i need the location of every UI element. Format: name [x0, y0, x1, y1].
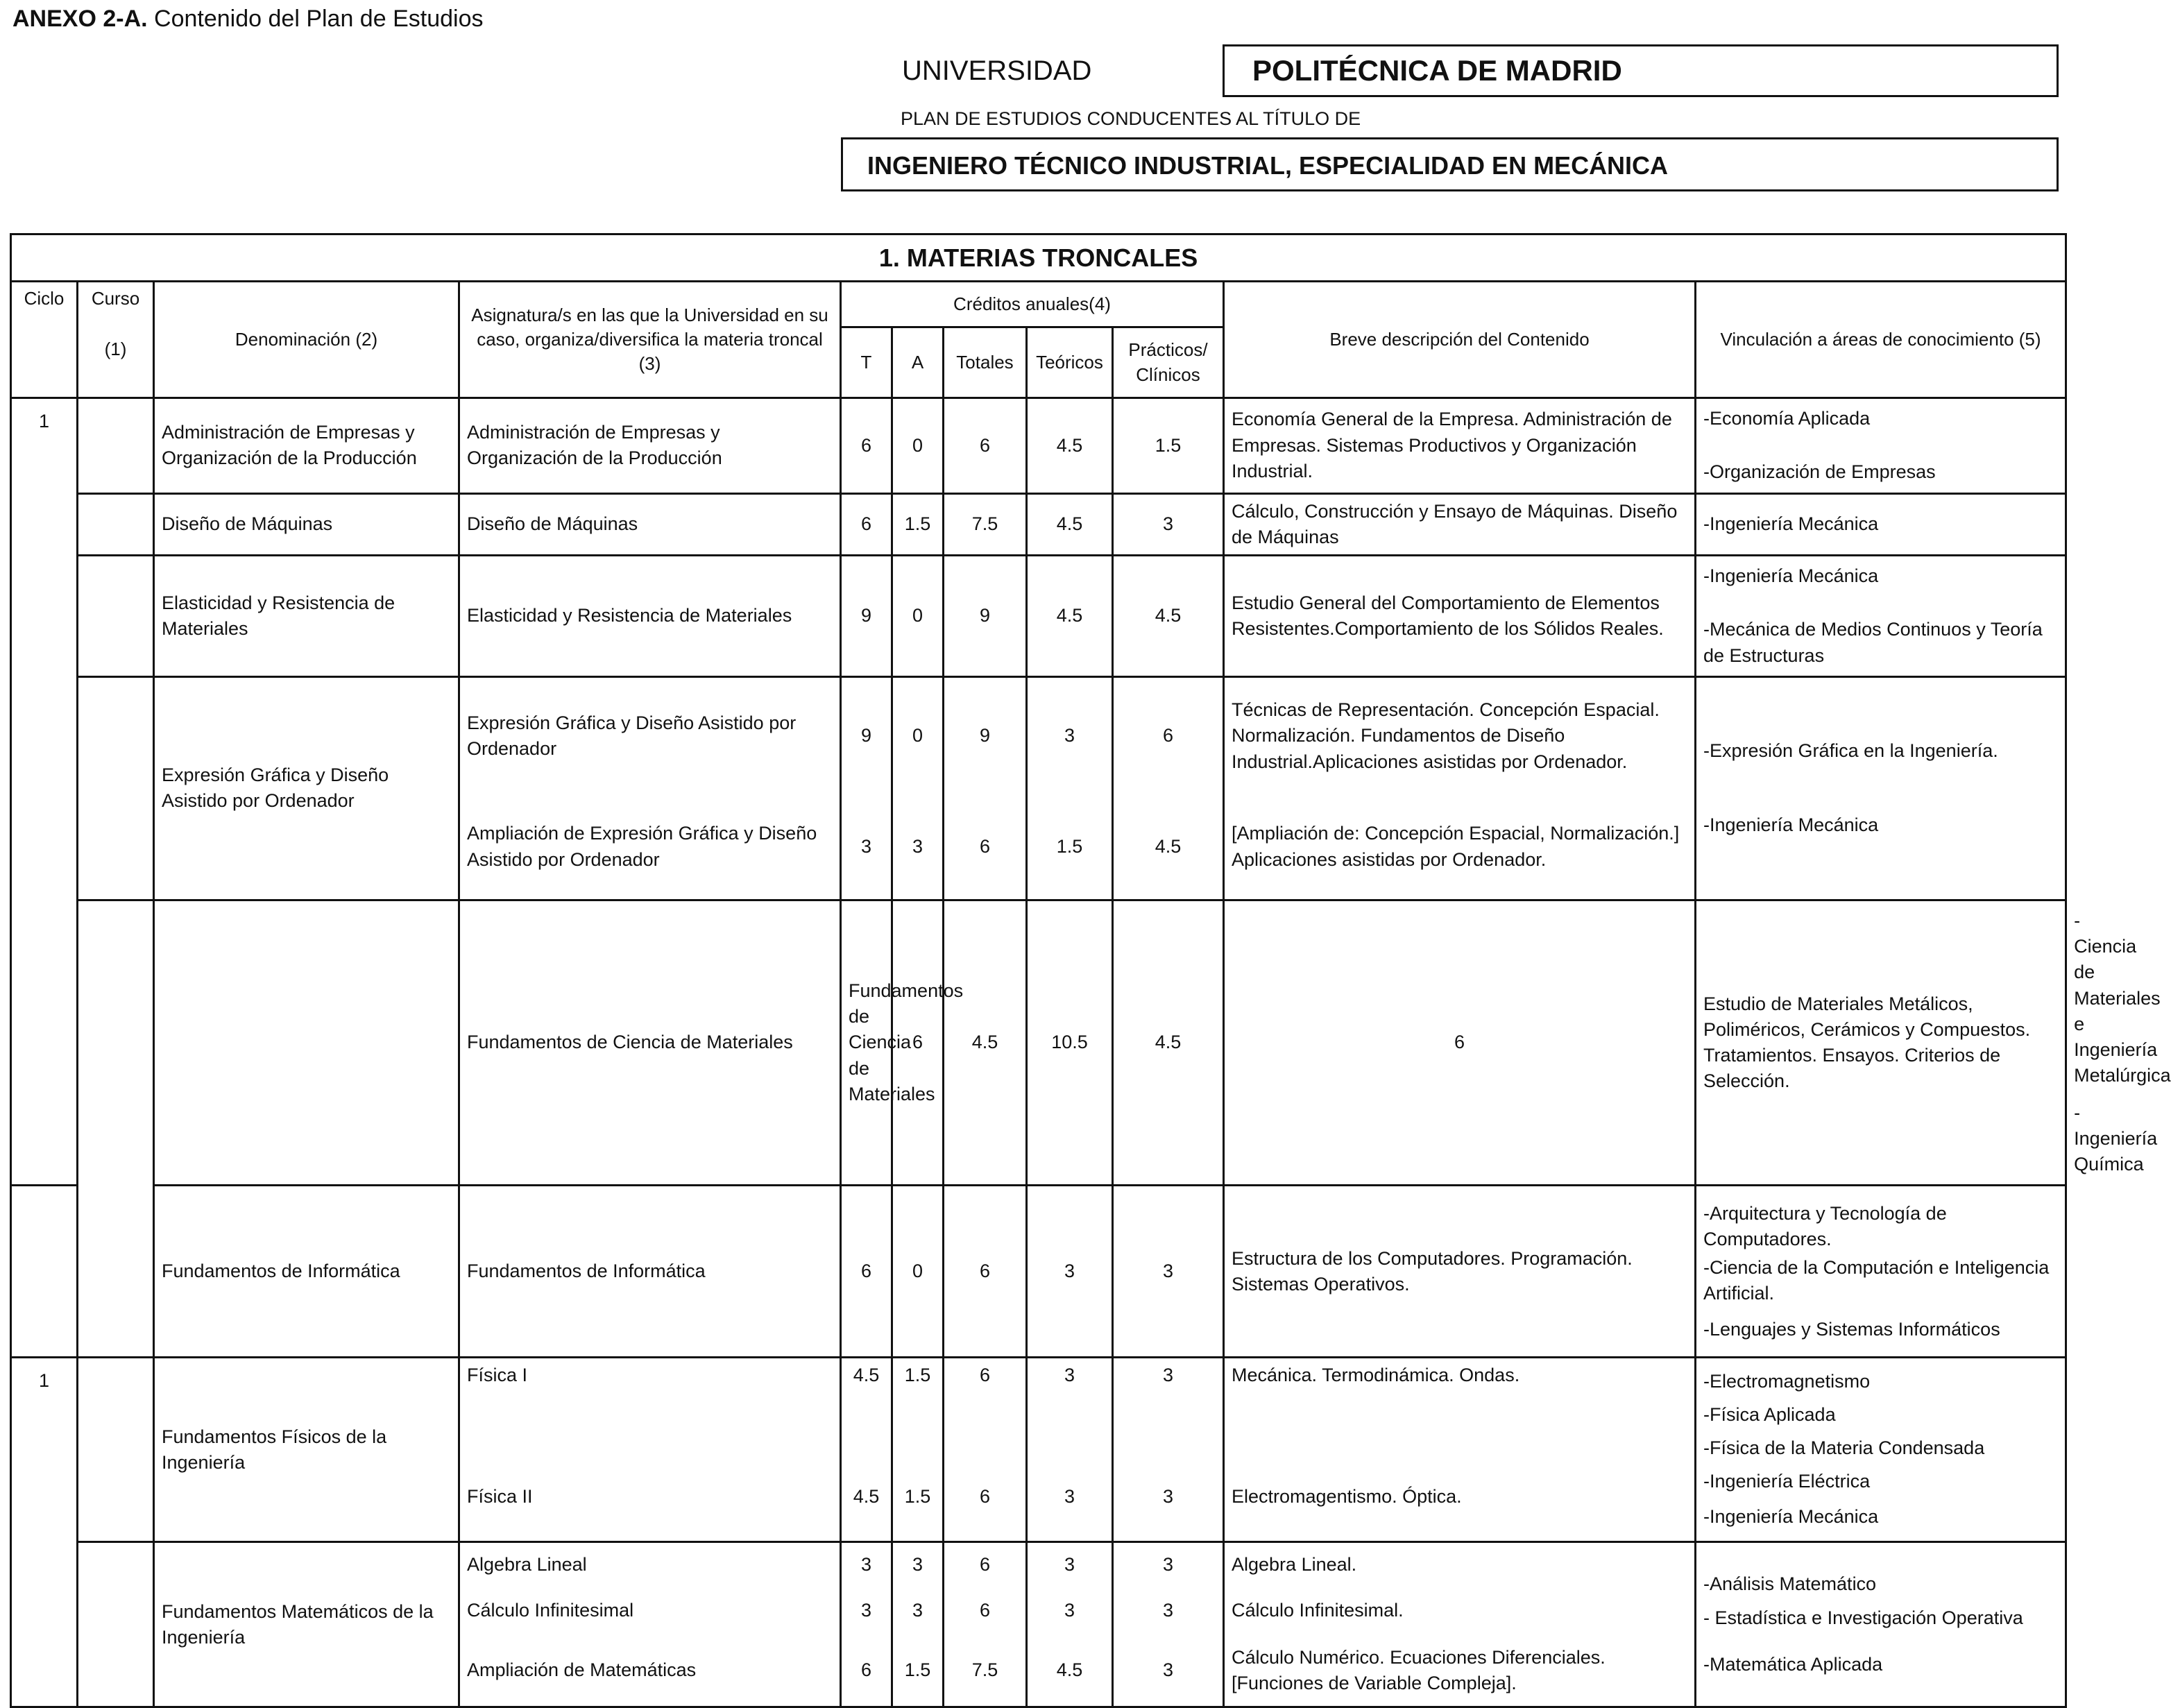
- table-row: [11, 1542, 2066, 1587]
- asignatura-cell: Expresión Gráfica y Diseño Asistido por Ordenador: [459, 676, 841, 794]
- descripcion-cell: Estudio de Materiales Metálicos, Poliméricos, Cerámicos y Compuestos. Tratamientos. Ensayos. Criterios de Selección.: [1696, 900, 2066, 1186]
- a-cell: 1.5: [892, 1635, 944, 1707]
- header-teoricos: Teóricos: [1027, 327, 1113, 398]
- materias-troncales-table: [10, 233, 2171, 1708]
- a-cell: 0: [892, 1186, 944, 1358]
- practicos-cell: 3: [1113, 1186, 1224, 1358]
- t-cell: 6: [841, 493, 892, 556]
- table-row: [11, 1186, 2066, 1358]
- area-item: -Física de la Materia Condensada: [1703, 1437, 1985, 1458]
- asignatura-cell: Administración de Empresas y Organización de la Producción: [459, 398, 841, 494]
- area-item: -Organización de Empresas: [1703, 461, 1936, 483]
- areas-cell: [1696, 493, 2066, 556]
- descripcion-cell: Estructura de los Computadores. Programación. Sistemas Operativos.: [1224, 1186, 1696, 1358]
- teoricos-cell: 1.5: [1027, 794, 1113, 900]
- teoricos-cell: 4.5: [1027, 493, 1113, 556]
- anexo-description: Contenido del Plan de Estudios: [147, 6, 484, 32]
- table-row: [11, 676, 2066, 794]
- teoricos-cell: 3: [1027, 1542, 1113, 1587]
- header-totales: Totales: [944, 327, 1027, 398]
- ciclo-cell-continued: [78, 900, 154, 1358]
- curso-cell: [78, 556, 154, 677]
- totales-cell: 6: [944, 1453, 1027, 1542]
- curso-cell: [78, 493, 154, 556]
- table-title: 1. MATERIAS TRONCALES: [11, 234, 2066, 282]
- a-cell: 3: [892, 1587, 944, 1635]
- curso-cell: [78, 1358, 154, 1542]
- teoricos-cell: 4.5: [1027, 556, 1113, 677]
- practicos-cell: 1.5: [1113, 398, 1224, 494]
- header-a: A: [892, 327, 944, 398]
- area-item: -Mecánica de Medios Continuos y Teoría de Estructuras: [1703, 619, 2043, 666]
- descripcion-cell: Cálculo Numérico. Ecuaciones Diferenciales.[Funciones de Variable Compleja].: [1224, 1635, 1696, 1707]
- t-cell: 6: [841, 398, 892, 494]
- descripcion-cell: Estudio General del Comportamiento de Elementos Resistentes.Comportamiento de los Sólidos Reales.: [1224, 556, 1696, 677]
- curso-cell: [154, 900, 459, 1186]
- t-cell: 6: [841, 1635, 892, 1707]
- header-asignaturas: Asignatura/s en las que la Universidad en su caso, organiza/diversifica la materia troncal (3): [459, 282, 841, 398]
- descripcion-cell: Algebra Lineal.: [1224, 1542, 1696, 1587]
- descripcion-cell: [Ampliación de: Concepción Espacial, Normalización.] Aplicaciones asistidas por Ordenador.: [1224, 794, 1696, 900]
- area-item: -Ingeniería Mecánica: [1703, 565, 1879, 586]
- practicos-cell: 3: [1113, 1635, 1224, 1707]
- teoricos-cell: 4.5: [1027, 1635, 1113, 1707]
- totales-cell: 6: [944, 794, 1027, 900]
- totales-cell: 6: [944, 1542, 1027, 1587]
- denominacion-cell: Expresión Gráfica y Diseño Asistido por Ordenador: [154, 676, 459, 900]
- asignatura-cell: Física II: [459, 1453, 841, 1542]
- asignatura-cell: Física I: [459, 1358, 841, 1453]
- t-cell: 6: [841, 1186, 892, 1358]
- area-item: -Lenguajes y Sistemas Informáticos: [1703, 1318, 2000, 1340]
- areas-cell: [1696, 556, 2066, 677]
- denominacion-cell: Fundamentos de Ciencia de Materiales: [459, 900, 841, 1186]
- areas-cell: [1696, 1358, 2066, 1542]
- plan-label: PLAN DE ESTUDIOS CONDUCENTES AL TÍTULO DE: [901, 108, 1361, 129]
- curso-cell: [78, 676, 154, 900]
- areas-cell: [1696, 676, 2066, 900]
- t-cell: 4.5: [841, 1453, 892, 1542]
- table-row: [11, 556, 2066, 677]
- descripcion-cell: Economía General de la Empresa. Administración de Empresas. Sistemas Productivos y Organización Industrial.: [1224, 398, 1696, 494]
- header-practicos: Prácticos/ Clínicos: [1113, 327, 1224, 398]
- header-curso: [78, 282, 154, 398]
- asignatura-cell: Fundamentos de Ciencia de Materiales: [841, 900, 892, 1186]
- denominacion-cell: Fundamentos Físicos de la Ingeniería: [154, 1358, 459, 1542]
- descripcion-cell: Mecánica. Termodinámica. Ondas.: [1224, 1358, 1696, 1453]
- totales-cell: 7.5: [944, 493, 1027, 556]
- a-cell: 0: [892, 556, 944, 677]
- descripcion-cell: Cálculo Infinitesimal.: [1224, 1587, 1696, 1635]
- totales-cell: 9: [944, 556, 1027, 677]
- practicos-cell: 4.5: [1113, 556, 1224, 677]
- t-cell: 9: [841, 556, 892, 677]
- curso-cell: [78, 1542, 154, 1707]
- area-item: -Ingeniería Mecánica: [1703, 814, 1879, 836]
- totales-cell: 6: [944, 1587, 1027, 1635]
- area-item: -Análisis Matemático: [1703, 1573, 1877, 1594]
- area-item: -Ingeniería Mecánica: [1703, 513, 1879, 535]
- curso-cell: [78, 398, 154, 494]
- table-row: Fundamentos de Ciencia de Materiales Fundamentos de Ciencia de Materiales 6 4.5 10.5 4.5 6 Estudio de Materiales Metálicos, Poliméricos, Cerámicos y Compuestos. Tratamientos. Ensayos. Criterios de Selección. -Ciencia de Materiales e Ingeniería Metalúrgica -Ingeniería Química: [11, 900, 2066, 1186]
- a-cell: 3: [892, 794, 944, 900]
- practicos-cell: 3: [1113, 1358, 1224, 1453]
- denominacion-cell: Diseño de Máquinas: [154, 493, 459, 556]
- header-curso-label: Curso: [91, 288, 140, 309]
- a-cell: 1.5: [892, 1453, 944, 1542]
- a-cell: 4.5: [944, 900, 1027, 1186]
- practicos-cell: 6: [1113, 676, 1224, 794]
- teoricos-cell: 3: [1027, 1186, 1113, 1358]
- header-descripcion: Breve descripción del Contenido: [1224, 282, 1696, 398]
- practicos-cell: 3: [1113, 493, 1224, 556]
- a-cell: 3: [892, 1542, 944, 1587]
- denominacion-cell: Fundamentos de Informática: [154, 1186, 459, 1358]
- header-creditos: Créditos anuales(4): [841, 282, 1224, 327]
- teoricos-cell: 3: [1027, 1587, 1113, 1635]
- area-item: -Expresión Gráfica en la Ingeniería.: [1703, 740, 1998, 761]
- area-item: -Matemática Aplicada: [1703, 1654, 1883, 1675]
- table-row: [11, 1358, 2066, 1453]
- asignatura-cell: Algebra Lineal: [459, 1542, 841, 1587]
- universidad-name: POLITÉCNICA DE MADRID: [1252, 54, 1622, 87]
- asignatura-cell: Diseño de Máquinas: [459, 493, 841, 556]
- universidad-label: UNIVERSIDAD: [902, 55, 1092, 86]
- area-item: - Estadística e Investigación Operativa: [1703, 1607, 2023, 1629]
- table-row: [11, 493, 2066, 556]
- t-cell: 6: [892, 900, 944, 1186]
- practicos-cell: 6: [1224, 900, 1696, 1186]
- teoricos-cell: 3: [1027, 1358, 1113, 1453]
- areas-cell: [1696, 1542, 2066, 1707]
- practicos-cell: 3: [1113, 1587, 1224, 1635]
- asignatura-cell: Ampliación de Matemáticas: [459, 1635, 841, 1707]
- header-ciclo: Ciclo: [11, 282, 78, 398]
- descripcion-cell: Electromagentismo. Óptica.: [1224, 1453, 1696, 1542]
- area-item: -Ingeniería Mecánica: [1703, 1506, 1879, 1528]
- totales-cell: 6: [944, 1186, 1027, 1358]
- totales-cell: 6: [944, 398, 1027, 494]
- a-cell: 1.5: [892, 1358, 944, 1453]
- teoricos-cell: 3: [1027, 1453, 1113, 1542]
- t-cell: 3: [841, 1542, 892, 1587]
- area-item: -Electromagnetismo: [1703, 1371, 1871, 1392]
- t-cell: 4.5: [841, 1358, 892, 1453]
- teoricos-cell: 3: [1027, 676, 1113, 794]
- areas-cell: [1696, 398, 2066, 494]
- a-cell: 1.5: [892, 493, 944, 556]
- area-item: -Ciencia de la Computación e Inteligencia Artificial.: [1703, 1257, 2050, 1304]
- practicos-cell: 3: [1113, 1453, 1224, 1542]
- asignatura-cell: Cálculo Infinitesimal: [459, 1587, 841, 1635]
- a-cell: 0: [892, 676, 944, 794]
- area-item: -Ingeniería Eléctrica: [1703, 1470, 1871, 1492]
- t-cell: 3: [841, 794, 892, 900]
- totales-cell: 9: [944, 676, 1027, 794]
- area-item: -Economía Aplicada: [1703, 408, 1871, 429]
- totales-cell: 10.5: [1027, 900, 1113, 1186]
- totales-cell: 6: [944, 1358, 1027, 1453]
- denominacion-cell: Administración de Empresas y Organización de la Producción: [154, 398, 459, 494]
- header-vinculacion: Vinculación a áreas de conocimiento (5): [1696, 282, 2066, 398]
- asignatura-cell: Fundamentos de Informática: [459, 1186, 841, 1358]
- practicos-cell: 4.5: [1113, 794, 1224, 900]
- descripcion-cell: Cálculo, Construcción y Ensayo de Máquinas. Diseño de Máquinas: [1224, 493, 1696, 556]
- area-item: -Física Aplicada: [1703, 1404, 1836, 1426]
- denominacion-cell: Fundamentos Matemáticos de la Ingeniería: [154, 1542, 459, 1707]
- ciclo-cell: 1: [11, 1358, 78, 1707]
- ciclo-cell: 1: [11, 398, 78, 1186]
- header-denominacion: Denominación (2): [154, 282, 459, 398]
- teoricos-cell: 4.5: [1113, 900, 1224, 1186]
- t-cell: 9: [841, 676, 892, 794]
- curso-cell: [11, 1186, 78, 1358]
- document-heading: [12, 6, 483, 33]
- asignatura-cell: Elasticidad y Resistencia de Materiales: [459, 556, 841, 677]
- denominacion-cell: Elasticidad y Resistencia de Materiales: [154, 556, 459, 677]
- header-t: T: [841, 327, 892, 398]
- a-cell: 0: [892, 398, 944, 494]
- table-row: [11, 398, 2066, 494]
- totales-cell: 7.5: [944, 1635, 1027, 1707]
- descripcion-cell: Técnicas de Representación. Concepción Espacial. Normalización. Fundamentos de Diseño Industrial.Aplicaciones asistidas por Ordenador.: [1224, 676, 1696, 794]
- area-item: -Arquitectura y Tecnología de Computadores.: [1703, 1202, 1947, 1249]
- header-curso-note: (1): [104, 339, 127, 360]
- practicos-cell: 3: [1113, 1542, 1224, 1587]
- areas-cell: [1696, 1186, 2066, 1358]
- titulo-name: INGENIERO TÉCNICO INDUSTRIAL, ESPECIALIDAD EN MECÁNICA: [867, 151, 1669, 180]
- teoricos-cell: 4.5: [1027, 398, 1113, 494]
- t-cell: 3: [841, 1587, 892, 1635]
- anexo-label: ANEXO 2-A.: [12, 6, 148, 32]
- asignatura-cell: Ampliación de Expresión Gráfica y Diseño Asistido por Ordenador: [459, 794, 841, 900]
